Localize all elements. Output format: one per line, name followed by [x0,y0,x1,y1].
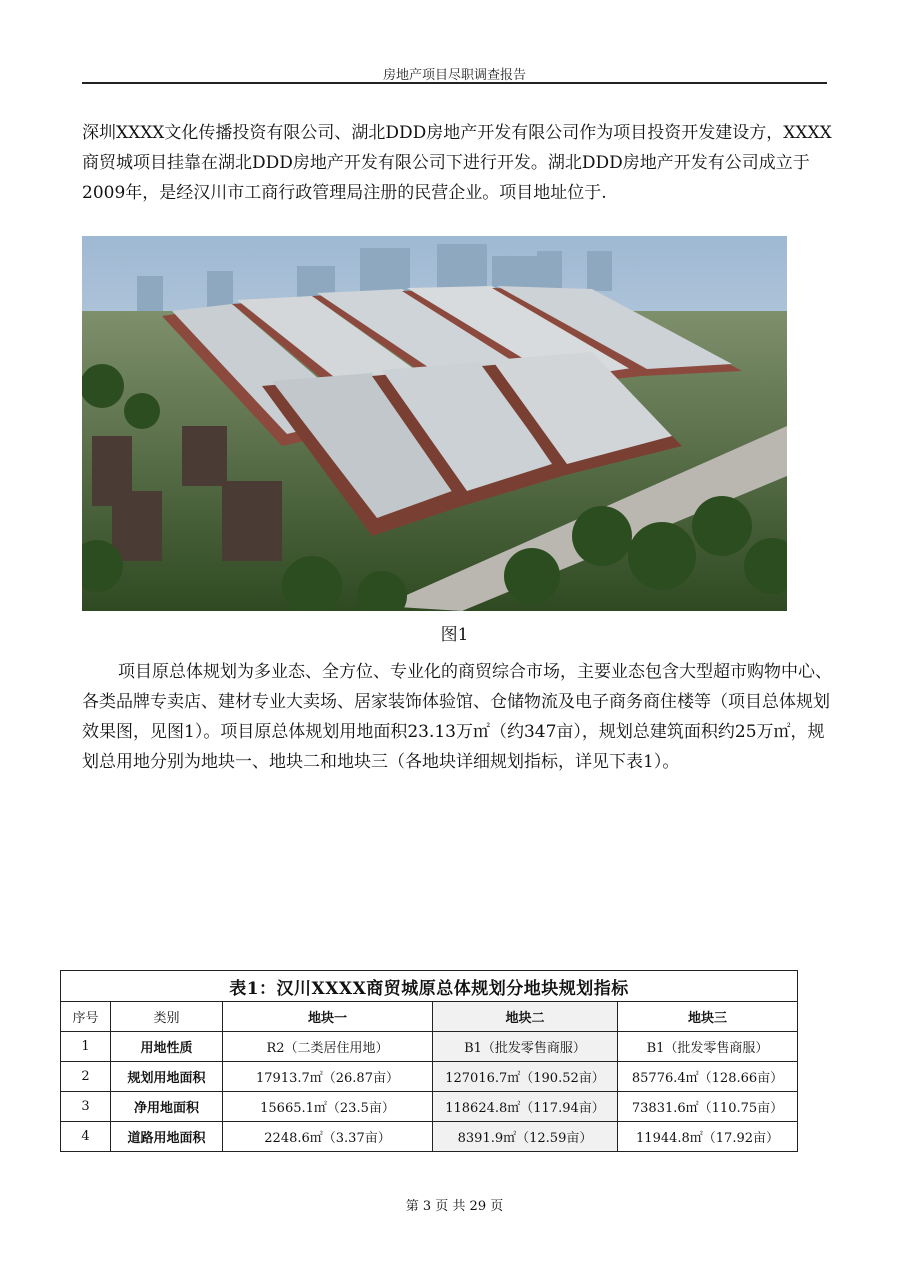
row-lot1-value: 15665.1㎡（23.5亩） [223,1092,433,1122]
row-category: 道路用地面积 [111,1122,223,1152]
row-lot2-value: B1（批发零售商服） [433,1032,618,1062]
row-lot1-value: 17913.7㎡（26.87亩） [223,1062,433,1092]
row-lot1-value: R2（二类居住用地） [223,1032,433,1062]
table-row [61,1062,798,1092]
header-cell-no: 序号 [61,1002,111,1032]
row-number: 3 [61,1092,111,1122]
header-cell-lot1: 地块一 [223,1002,433,1032]
header-cell-lot3: 地块三 [618,1002,798,1032]
intro-paragraph: 深圳XXXX文化传播投资有限公司、湖北DDD房地产开发有限公司作为项目投资开发建设方，XXXX商贸城项目挂靠在湖北DDD房地产开发有限公司下进行开发。湖北DDD房地产开发有公司成立于2009年，是经汉川市工商行政管理局注册的民营企业。项目地址位于. [82,123,832,203]
row-lot3-value: B1（批发零售商服） [618,1032,798,1062]
page-footer: 第 3 页 共 29 页 [405,1199,504,1214]
row-lot2-value: 127016.7㎡（190.52亩） [433,1062,618,1092]
table-row [61,1032,798,1062]
row-category: 净用地面积 [111,1092,223,1122]
row-number: 1 [61,1032,111,1062]
row-number: 4 [61,1122,111,1152]
header-divider [82,82,827,84]
row-lot2-value: 8391.9㎡（12.59亩） [433,1122,618,1152]
row-number: 2 [61,1062,111,1092]
table-row [61,1092,798,1122]
row-category: 用地性质 [111,1032,223,1062]
row-lot3-value: 11944.8㎡（17.92亩） [618,1122,798,1152]
figure-caption: 图1 [440,625,469,645]
table-header-row [61,1002,798,1032]
header-cell-category: 类别 [111,1002,223,1032]
header-cell-lot2: 地块二 [433,1002,618,1032]
project-rendering-image [82,236,787,611]
table-row [61,1122,798,1152]
table-caption: 表1：汉川XXXX商贸城原总体规划分地块规划指标 [61,971,798,1002]
planning-paragraph [82,657,832,777]
row-lot3-value: 73831.6㎡（110.75亩） [618,1092,798,1122]
row-lot3-value: 85776.4㎡（128.66亩） [618,1062,798,1092]
land-plan-table [60,970,798,1152]
page-header-title: 房地产项目尽职调查报告 [382,68,526,83]
row-category: 规划用地面积 [111,1062,223,1092]
row-lot1-value: 2248.6㎡（3.37亩） [223,1122,433,1152]
planning-paragraph-text: 项目原总体规划为多业态、全方位、专业化的商贸综合市场，主要业态包含大型超市购物中心、各类品牌专卖店、建材专业大卖场、居家装饰体验馆、仓储物流及电子商务商住楼等（项目总体规划效果图，见图1）。项目原总体规划用地面积23.13万㎡（约347亩），规划总建筑面积约25万㎡，规划总用地分别为地块一、地块二和地块三（各地块详细规划指标，详见下表1）。 [82,662,832,772]
row-lot2-value: 118624.8㎡（117.94亩） [433,1092,618,1122]
